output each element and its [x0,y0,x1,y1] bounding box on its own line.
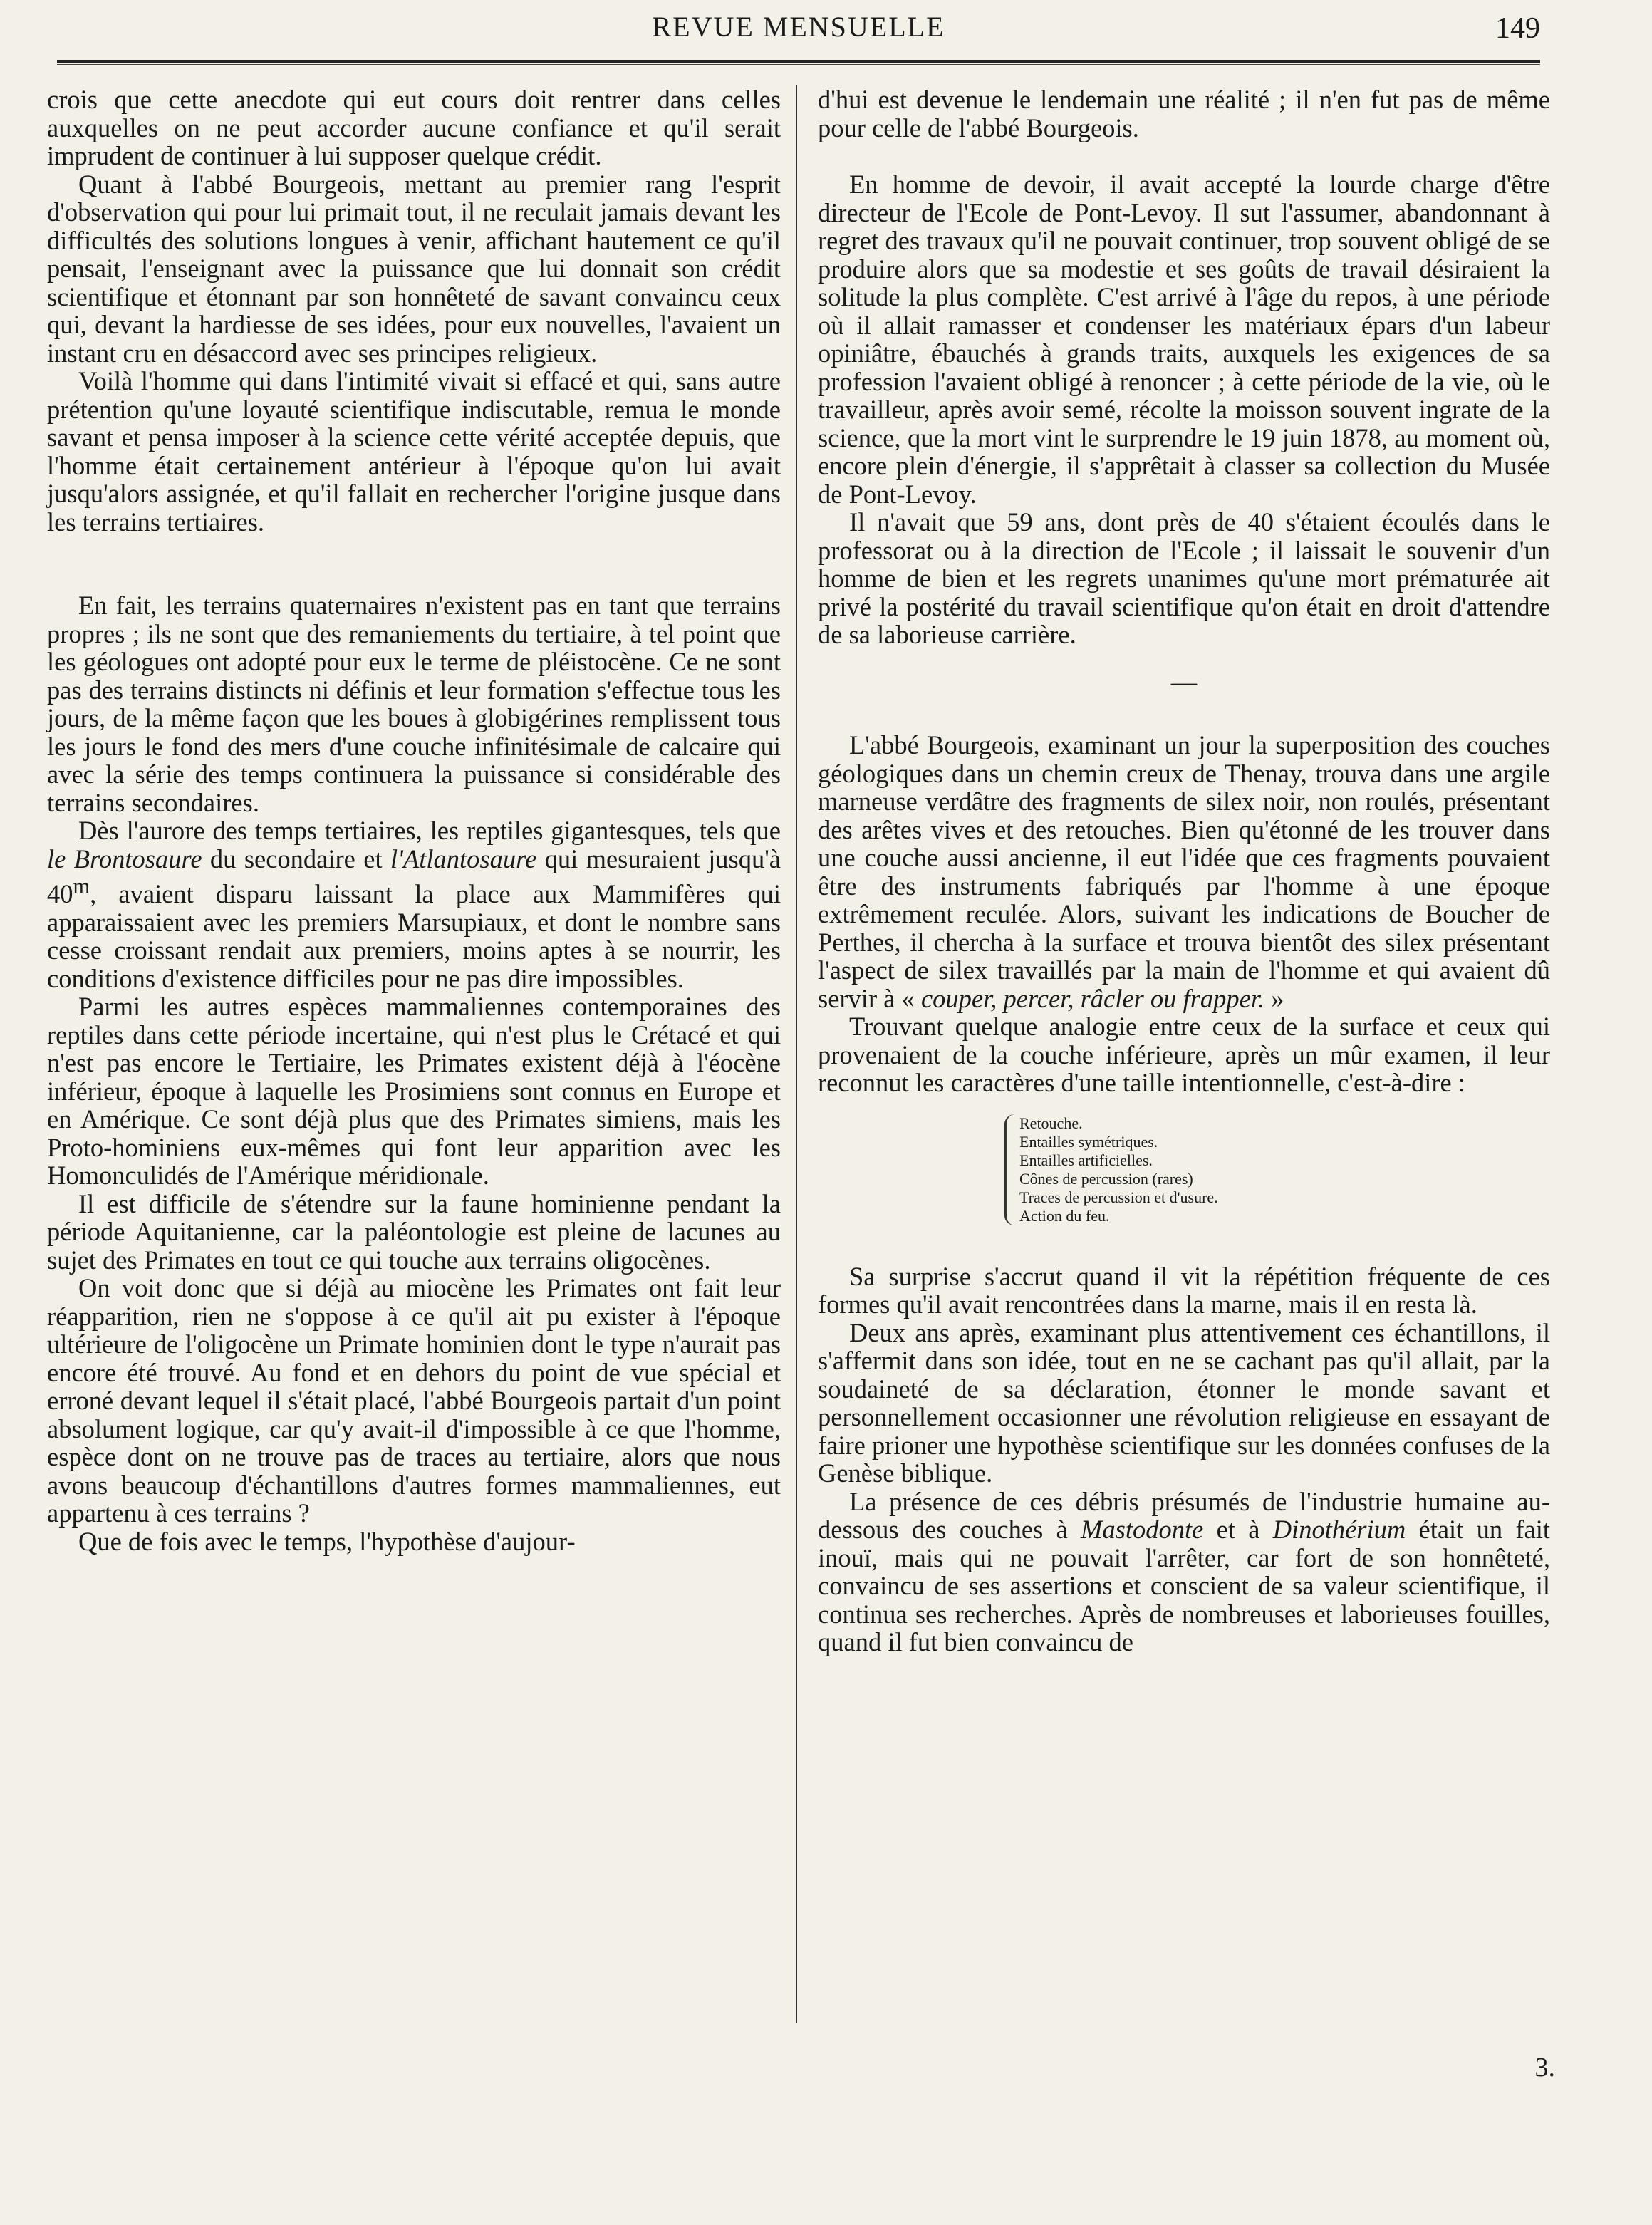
list-item: Retouche. [1019,1114,1083,1132]
left-column [47,85,781,1555]
text-run: » [1264,983,1284,1013]
journal-title: REVUE MENSUELLE [652,11,945,43]
paragraph: Quant à l'abbé Bourgeois, mettant au premier rang l'esprit d'observation qui pour lui primait tout, il ne reculait jamais devant les difficultés des solutions longues à venir, affichant hautement ce qu'il pensait, l'enseignant avec la puissance que lui donnait son crédit scientifique et étonnant par son honnêteté de savant convaincu ceux qui, devant la hardiesse de ses idées, pour eux nouvelles, l'avaient un instant cru en désaccord avec ses principes religieux. [47,169,781,368]
page-number: 149 [1495,12,1540,45]
paragraph [818,1488,1550,1656]
paragraph: Voilà l'homme qui dans l'intimité vivait si effacé et qui, sans autre prétention qu'une loyauté scientifique indiscutable, remua le monde savant et pensa imposer à la science cette vérité acceptée depuis, que l'homme était certainement antérieur à l'époque qu'on lui avait jusqu'alors assignée, et qu'il fallait en rechercher l'origine jusque dans les terrains tertiaires. [47,366,781,536]
italic-term: le Brontosaure [47,844,202,873]
list-item: Traces de percussion et d'usure. [1019,1188,1218,1206]
section-gap [818,142,1550,170]
italic-term: Dinothérium [1272,1515,1406,1544]
running-header [57,7,1540,50]
text-run: qui mesuraient jusqu'à 40 [47,844,781,909]
characteristics-list [1004,1114,1550,1225]
section-gap [47,536,781,591]
paragraph: Il est difficile de s'étendre sur la faune hominienne pendant la période Aquitanienne, car la paléontologie est pleine de lacunes au sujet des Primates en tout ce qui touche aux terrains oligocènes. [47,1188,781,1275]
paragraph: crois que cette anecdote qui eut cours doit rentrer dans celles auxquelles on ne peut accorder aucune confiance et qu'il serait imprudent de continuer à lui supposer quelque crédit. [47,85,781,170]
text-run: du secondaire et [202,844,390,873]
italic-quote: couper, percer, râcler ou frapper. [920,983,1265,1013]
paragraph: En fait, les terrains quaternaires n'existent pas en tant que terrains propres ; ils ne sont que des remaniements du tertiaire, à tel point que les géologues ont adopté pour eux le terme de pléistocène. Ce ne sont pas des terrains distincts ni définis et leur formation s'effectue tous les jours, de la même façon que les boues à globigérines remplissent tous les jours le fond des mers d'une couche infinitésimale de calcaire qui avec la série des temps continuera la puissance si considérable des terrains secondaires. [47,591,781,817]
paragraph [47,816,781,992]
italic-term: l'Atlantosaure [390,844,537,873]
column-divider [796,85,797,2023]
text-run: et à [1203,1515,1273,1544]
header-rule [57,60,1540,65]
list-item: Action du feu. [1019,1206,1110,1225]
section-separator: — [1170,666,1198,696]
text-run: L'abbé Bourgeois, examinant un jour la superposition des couches géologiques dans un chemin creux de Thenay, trouva dans une argile marneuse verdâtre des fragments de silex noir, non roulés, présentant des arêtes vives et des retouches. Bien qu'étonné de les trouver dans une couche aussi ancienne, il eut l'idée que ces fragments pouvaient être des instruments fabriqués par l'homme à une époque extrêmement reculée. Alors, suivant les indications de Boucher de Perthes, il chercha à la surface et trouva bientôt des silex présentant l'aspect de silex travaillés par la main de l'homme et qui avaient dû servir à « [818,730,1550,1013]
paragraph: En homme de devoir, il avait accepté la lourde charge d'être directeur de l'Ecole de Pont-Levoy. Il sut l'assumer, abandonnant à regret des travaux qu'il ne pouvait continuer, trop souvent obligé de se produire alors que sa modestie et ses goûts de travail désiraient la solitude la plus complète. C'est arrivé à l'âge du repos, à une période où il allait ramasser et condenser les matériaux épars d'un labeur opiniâtre, ébauchés à grands traits, auxquels les exigences de sa profession l'avaient obligé à renoncer ; à cette période de la vie, où le travailleur, après avoir semé, récolte la moisson souvent ingrate de la science, que la mort vint le surprendre le 19 juin 1878, au moment où, encore plein d'énergie, il s'apprêtait à classer sa collection du Musée de Pont-Levoy. [818,170,1550,509]
paragraph: Deux ans après, examinant plus attentivement ces échantillons, il s'affermit dans son idée, tout en ne se cachant pas qu'il allait, par la soudaineté de sa déclaration, étonner le monde savant et personnellement occasionner une révolution religieuse en essayant de faire prioner une hypothèse scientifique sur les données confuses de la Genèse biblique. [818,1317,1550,1488]
list-item: Cônes de percussion (rares) [1019,1169,1193,1188]
unit-superscript: m [73,874,90,898]
paragraph [818,731,1550,1012]
paragraph: d'hui est devenue le lendemain une réalité ; il n'en fut pas de même pour celle de l'abbé Bourgeois. [818,85,1550,142]
list-item: Entailles artificielles. [1019,1151,1153,1169]
paragraph: Que de fois avec le temps, l'hypothèse d'aujour- [78,1526,576,1556]
italic-term: Mastodonte [1081,1515,1204,1544]
right-column [818,85,1550,1656]
paragraph: Sa surprise s'accrut quand il vit la répétition fréquente de ces formes qu'il avait rencontrées dans la marne, mais il en resta là. [818,1261,1550,1319]
text-run: La présence de ces débris présumés de l'industrie humaine au-dessous des couches à [818,1486,1550,1544]
text-run: était un fait inouï, mais qui ne pouvait l'arrêter, car fort de son honnêteté, convaincu de ses assertions et conscient de sa valeur scientifique, il continua ses recherches. Après de nombreuses et laborieuses fouilles, quand il fut bien convaincu de [818,1515,1550,1656]
paragraph: Parmi les autres espèces mammaliennes contemporaines des reptiles dans cette période incertaine, qui n'est plus le Crétacé et qui n'est pas encore le Tertiaire, les Primates existent déjà à l'éocène inférieur, époque à laquelle les Prosimiens sont connus en Europe et en Amérique. Ce sont déjà plus que des Primates simiens, mais les Proto-hominiens eux-mêmes qui font leur apparition avec les Homonculidés de l'Amérique méridionale. [47,992,781,1191]
signature-mark: 3. [1534,2053,1555,2083]
paragraph: Trouvant quelque analogie entre ceux de la surface et ceux qui provenaient de la couche inférieure, après un mûr examen, il leur reconnut les caractères d'une taille intentionnelle, c'est-à-dire : [818,1012,1550,1097]
text-run: Dès l'aurore des temps tertiaires, les reptiles gigantesques, tels que [78,816,781,845]
paragraph: On voit donc que si déjà au miocène les Primates ont fait leur réapparition, rien ne s'oppose à ce qu'il ait pu exister à l'époque ultérieure de l'oligocène un Primate hominien dont le type n'aurait pas encore été trouvé. Au fond et en dehors du point de vue spécial et erroné devant lequel il s'était placé, l'abbé Bourgeois partait d'un point absolument logique, car qu'y avait-il d'impossible à ce que l'homme, espèce dont on ne trouve pas de traces au tertiaire, alors que nous avons beaucoup d'échantillons d'autres formes mammaliennes, eut appartenu à ces terrains ? [47,1273,781,1528]
text-run: , avaient disparu laissant la place aux Mammifères qui apparaissaient avec les premiers Marsupiaux, et dont le nombre sans cesse croissant rendait aux premiers, moins aptes à se nourrir, les conditions d'existence difficiles pour ne pas dire impossibles. [47,879,781,993]
list-item: Entailles symétriques. [1019,1132,1158,1151]
paragraph: Il n'avait que 59 ans, dont près de 40 s'étaient écoulés dans le professorat ou à la direction de l'Ecole ; il laissait le souvenir d'un homme de bien et les regrets unanimes qu'une mort prématurée ait privé la postérité du travail scientifique qu'on était en droit d'attendre de sa laborieuse carrière. [818,507,1550,649]
